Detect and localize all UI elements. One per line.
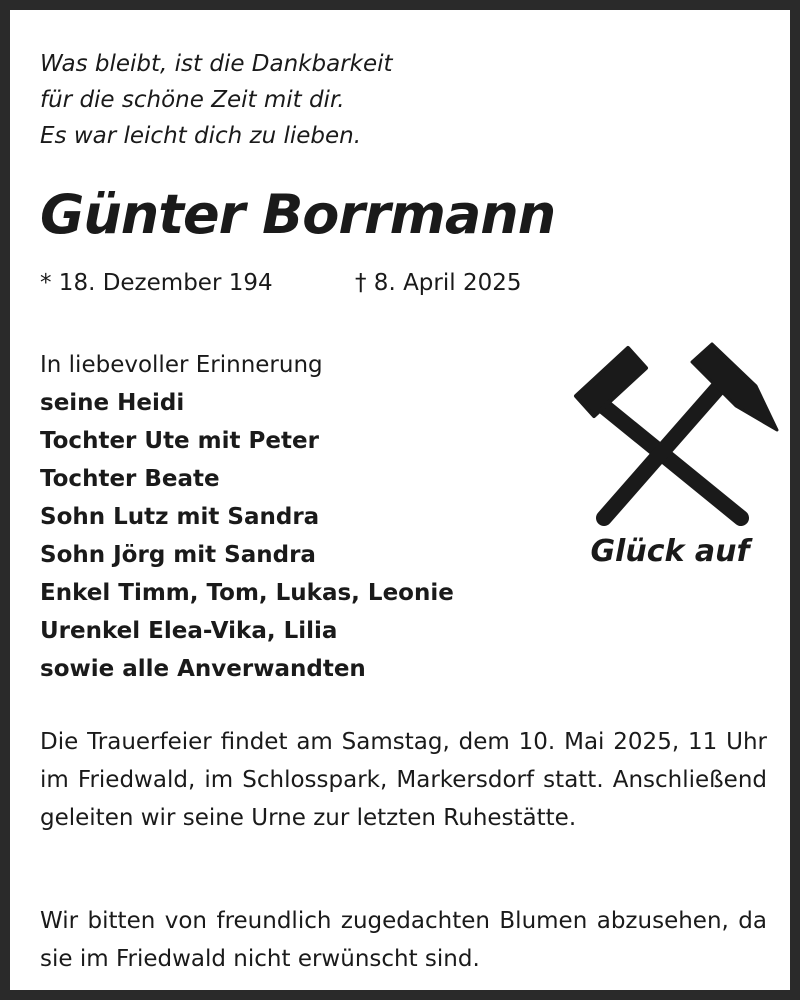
- birth-date: * 18. Dezember 194: [40, 270, 273, 296]
- family-intro: In liebevoller Erinnerung: [40, 352, 323, 378]
- family-member: Enkel Timm, Tom, Lukas, Leonie: [40, 580, 454, 606]
- family-member: seine Heidi: [40, 390, 185, 416]
- family-member: Sohn Lutz mit Sandra: [40, 504, 320, 530]
- verse-line: Was bleibt, ist die Dankbarkeit: [40, 51, 393, 77]
- flower-request: Wir bitten von freundlich zugedachten Blumen abzusehen, da sie im Friedwald nicht erwünscht sind.: [40, 908, 767, 972]
- memorial-verse: [40, 46, 393, 154]
- deceased-name: Günter Borrmann: [40, 183, 556, 246]
- family-member: sowie alle Anverwandten: [40, 656, 366, 682]
- verse-line: für die schöne Zeit mit dir.: [40, 87, 345, 113]
- emblem-caption: Glück auf: [590, 534, 750, 569]
- family-member: Tochter Ute mit Peter: [40, 428, 319, 454]
- hammer-and-pick-icon: [566, 340, 786, 540]
- family-member: Sohn Jörg mit Sandra: [40, 542, 316, 568]
- family-member: Tochter Beate: [40, 466, 220, 492]
- death-date: † 8. April 2025: [355, 270, 522, 296]
- family-list: [40, 346, 454, 688]
- ceremony-info: Die Trauerfeier findet am Samstag, dem 10. Mai 2025, 11 Uhr im Friedwald, im Schlosspark, Markersdorf statt. Anschließend geleiten wir seine Urne zur letzten Ruhestätte.: [40, 729, 767, 831]
- family-member: Urenkel Elea-Vika, Lilia: [40, 618, 338, 644]
- verse-line: Es war leicht dich zu lieben.: [40, 123, 362, 149]
